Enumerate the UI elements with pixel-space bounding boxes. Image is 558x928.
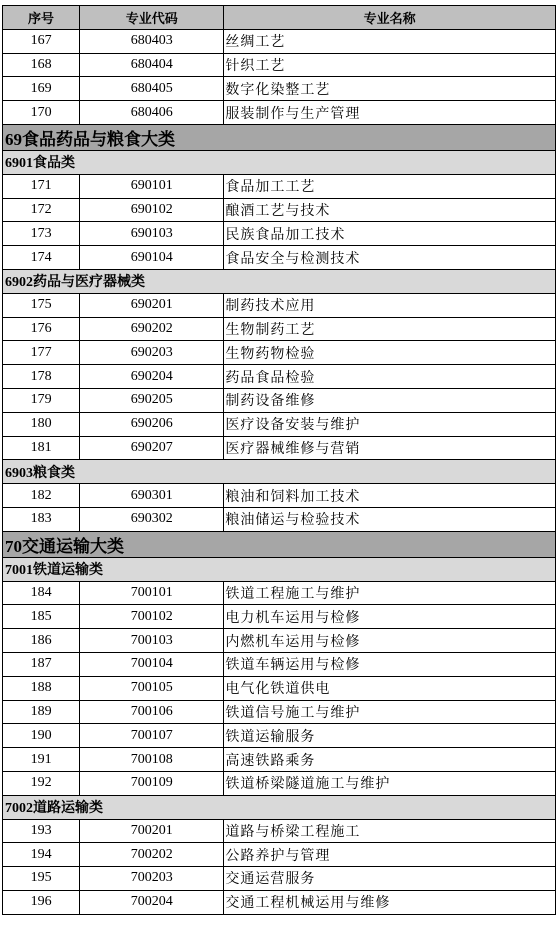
major-name-cell: 生物药物检验 xyxy=(224,341,556,365)
major-code-cell: 680404 xyxy=(80,53,224,77)
serial-number-cell: 171 xyxy=(3,174,80,198)
serial-number-cell: 174 xyxy=(3,246,80,270)
category-row xyxy=(3,124,556,150)
major-code-cell: 690205 xyxy=(80,388,224,412)
major-code-cell: 690302 xyxy=(80,507,224,531)
category-label: 70交通运输大类 xyxy=(3,531,556,557)
table-header-row xyxy=(3,6,556,30)
table-row xyxy=(3,605,556,629)
major-name-cell: 针织工艺 xyxy=(224,53,556,77)
major-name-cell: 铁道车辆运用与检修 xyxy=(224,652,556,676)
table-row xyxy=(3,412,556,436)
serial-number-cell: 169 xyxy=(3,77,80,101)
major-code-cell: 690301 xyxy=(80,484,224,508)
serial-number-cell: 193 xyxy=(3,819,80,843)
table-row xyxy=(3,890,556,914)
major-name-cell: 医疗器械维修与营销 xyxy=(224,436,556,460)
major-name-cell: 药品食品检验 xyxy=(224,365,556,389)
serial-number-cell: 176 xyxy=(3,317,80,341)
major-name-cell: 粮油和饲料加工技术 xyxy=(224,484,556,508)
table-row xyxy=(3,581,556,605)
serial-number-cell: 180 xyxy=(3,412,80,436)
table-row xyxy=(3,365,556,389)
table-row xyxy=(3,819,556,843)
category-row xyxy=(3,531,556,557)
header-major-code: 专业代码 xyxy=(80,6,224,30)
table-row xyxy=(3,77,556,101)
major-name-cell: 食品加工工艺 xyxy=(224,174,556,198)
table-row xyxy=(3,174,556,198)
table-row xyxy=(3,843,556,867)
major-name-cell: 民族食品加工技术 xyxy=(224,222,556,246)
serial-number-cell: 195 xyxy=(3,867,80,891)
major-code-cell: 700105 xyxy=(80,676,224,700)
serial-number-cell: 167 xyxy=(3,29,80,53)
serial-number-cell: 187 xyxy=(3,652,80,676)
table-row xyxy=(3,436,556,460)
table-row xyxy=(3,771,556,795)
serial-number-cell: 190 xyxy=(3,724,80,748)
table-row xyxy=(3,748,556,772)
major-code-cell: 700106 xyxy=(80,700,224,724)
major-code-cell: 700201 xyxy=(80,819,224,843)
serial-number-cell: 172 xyxy=(3,198,80,222)
subcategory-label: 6902药品与医疗器械类 xyxy=(3,269,556,293)
table-row xyxy=(3,317,556,341)
table-row xyxy=(3,484,556,508)
category-label: 69食品药品与粮食大类 xyxy=(3,124,556,150)
major-code-cell: 700203 xyxy=(80,867,224,891)
table-row xyxy=(3,676,556,700)
major-code-cell: 690103 xyxy=(80,222,224,246)
major-code-cell: 690102 xyxy=(80,198,224,222)
serial-number-cell: 189 xyxy=(3,700,80,724)
serial-number-cell: 183 xyxy=(3,507,80,531)
major-name-cell: 公路养护与管理 xyxy=(224,843,556,867)
subcategory-row xyxy=(3,460,556,484)
major-name-cell: 数字化染整工艺 xyxy=(224,77,556,101)
major-name-cell: 交通工程机械运用与维修 xyxy=(224,890,556,914)
serial-number-cell: 173 xyxy=(3,222,80,246)
major-catalog-table xyxy=(2,5,556,915)
table-row xyxy=(3,388,556,412)
major-code-cell: 700204 xyxy=(80,890,224,914)
table-row xyxy=(3,341,556,365)
serial-number-cell: 168 xyxy=(3,53,80,77)
major-name-cell: 粮油储运与检验技术 xyxy=(224,507,556,531)
major-name-cell: 电力机车运用与检修 xyxy=(224,605,556,629)
major-code-cell: 700202 xyxy=(80,843,224,867)
major-code-cell: 690101 xyxy=(80,174,224,198)
major-name-cell: 电气化铁道供电 xyxy=(224,676,556,700)
major-name-cell: 道路与桥梁工程施工 xyxy=(224,819,556,843)
subcategory-row xyxy=(3,150,556,174)
major-name-cell: 内燃机车运用与检修 xyxy=(224,629,556,653)
serial-number-cell: 192 xyxy=(3,771,80,795)
table-row xyxy=(3,198,556,222)
table-row xyxy=(3,29,556,53)
major-name-cell: 交通运营服务 xyxy=(224,867,556,891)
table-row xyxy=(3,246,556,270)
serial-number-cell: 194 xyxy=(3,843,80,867)
major-code-cell: 700109 xyxy=(80,771,224,795)
subcategory-row xyxy=(3,557,556,581)
serial-number-cell: 178 xyxy=(3,365,80,389)
subcategory-label: 6901食品类 xyxy=(3,150,556,174)
major-code-cell: 700108 xyxy=(80,748,224,772)
major-code-cell: 700101 xyxy=(80,581,224,605)
serial-number-cell: 175 xyxy=(3,293,80,317)
serial-number-cell: 184 xyxy=(3,581,80,605)
major-code-cell: 700103 xyxy=(80,629,224,653)
major-name-cell: 铁道信号施工与维护 xyxy=(224,700,556,724)
major-code-cell: 690207 xyxy=(80,436,224,460)
major-name-cell: 食品安全与检测技术 xyxy=(224,246,556,270)
major-code-cell: 680405 xyxy=(80,77,224,101)
table-row xyxy=(3,867,556,891)
header-major-name: 专业名称 xyxy=(224,6,556,30)
table-row xyxy=(3,53,556,77)
subcategory-label: 7001铁道运输类 xyxy=(3,557,556,581)
subcategory-label: 6903粮食类 xyxy=(3,460,556,484)
table-row xyxy=(3,293,556,317)
major-name-cell: 丝绸工艺 xyxy=(224,29,556,53)
table-row xyxy=(3,652,556,676)
subcategory-row xyxy=(3,795,556,819)
major-code-cell: 690202 xyxy=(80,317,224,341)
major-name-cell: 铁道运输服务 xyxy=(224,724,556,748)
major-name-cell: 生物制药工艺 xyxy=(224,317,556,341)
subcategory-label: 7002道路运输类 xyxy=(3,795,556,819)
table-row xyxy=(3,222,556,246)
major-code-cell: 690206 xyxy=(80,412,224,436)
major-code-cell: 690204 xyxy=(80,365,224,389)
table-row xyxy=(3,507,556,531)
serial-number-cell: 177 xyxy=(3,341,80,365)
major-code-cell: 700104 xyxy=(80,652,224,676)
serial-number-cell: 181 xyxy=(3,436,80,460)
major-name-cell: 铁道工程施工与维护 xyxy=(224,581,556,605)
serial-number-cell: 179 xyxy=(3,388,80,412)
table-body xyxy=(3,6,556,915)
major-code-cell: 690203 xyxy=(80,341,224,365)
table-row xyxy=(3,724,556,748)
serial-number-cell: 170 xyxy=(3,101,80,125)
serial-number-cell: 182 xyxy=(3,484,80,508)
table-row xyxy=(3,101,556,125)
major-code-cell: 680406 xyxy=(80,101,224,125)
major-name-cell: 高速铁路乘务 xyxy=(224,748,556,772)
subcategory-row xyxy=(3,269,556,293)
major-code-cell: 690104 xyxy=(80,246,224,270)
major-name-cell: 服装制作与生产管理 xyxy=(224,101,556,125)
major-name-cell: 医疗设备安装与维护 xyxy=(224,412,556,436)
table-row xyxy=(3,700,556,724)
serial-number-cell: 191 xyxy=(3,748,80,772)
major-name-cell: 制药技术应用 xyxy=(224,293,556,317)
major-name-cell: 酿酒工艺与技术 xyxy=(224,198,556,222)
header-serial-number: 序号 xyxy=(3,6,80,30)
serial-number-cell: 188 xyxy=(3,676,80,700)
major-code-cell: 690201 xyxy=(80,293,224,317)
serial-number-cell: 185 xyxy=(3,605,80,629)
major-name-cell: 铁道桥梁隧道施工与维护 xyxy=(224,771,556,795)
serial-number-cell: 196 xyxy=(3,890,80,914)
major-name-cell: 制药设备维修 xyxy=(224,388,556,412)
table-row xyxy=(3,629,556,653)
major-code-cell: 680403 xyxy=(80,29,224,53)
major-code-cell: 700102 xyxy=(80,605,224,629)
major-code-cell: 700107 xyxy=(80,724,224,748)
serial-number-cell: 186 xyxy=(3,629,80,653)
